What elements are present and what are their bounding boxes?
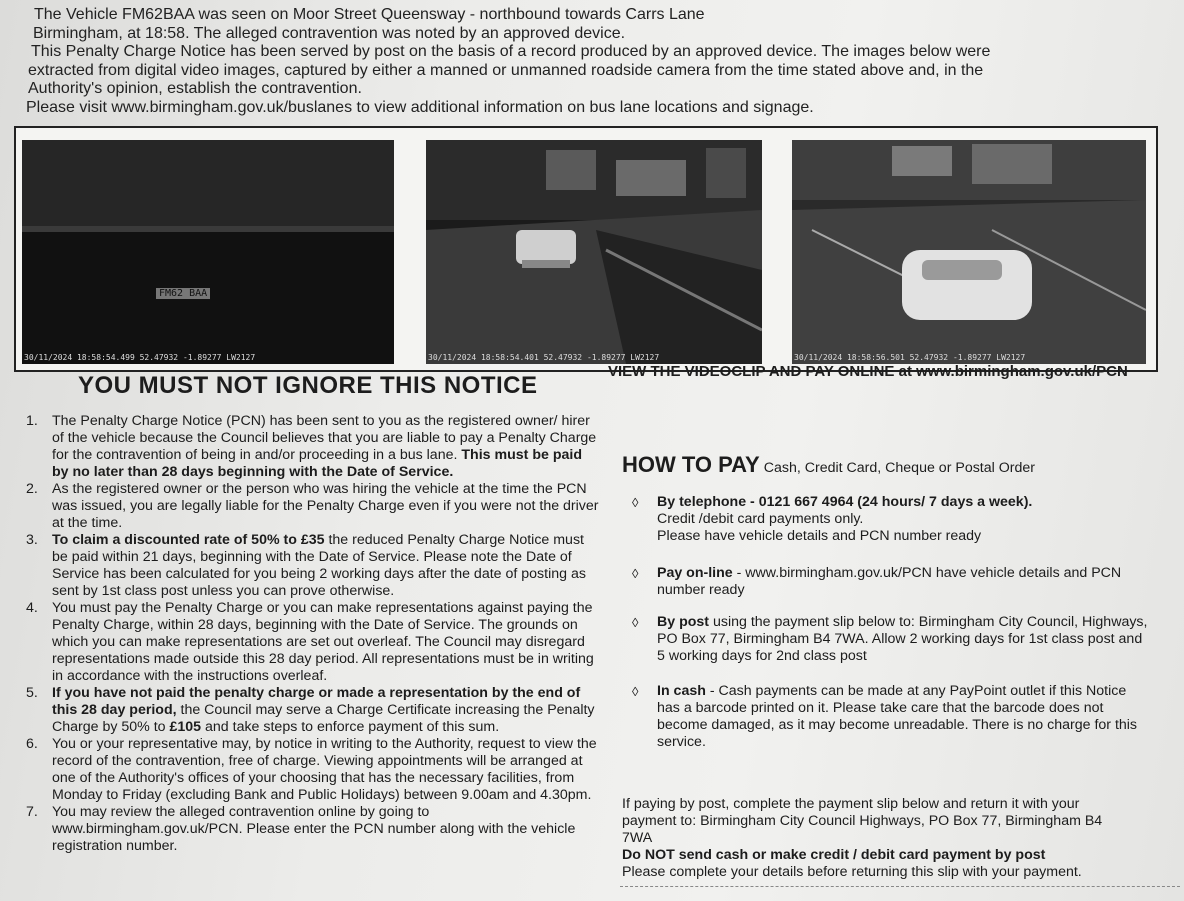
point-text: the reduced Penalty Charge Notice must be paid within 21 days, beginning with the Date of Service. Please note the Date of Service has been calculated for you being 2 working days after the date of posting as sent by 1st class post unless you can prove otherwise. — [52, 532, 586, 599]
intro-line: Birmingham, at 18:58. The alleged contravention was noted by an approved device. — [33, 24, 626, 42]
notice-point — [22, 600, 602, 685]
pay-option-text: - www.birmingham.gov.uk/PCN have vehicle details and PCN number ready — [657, 565, 1122, 598]
notice-point — [22, 532, 602, 600]
pay-option-text: using the payment slip below to: Birmingham City Council, Highways, PO Box 77, Birmingham B4 7WA. Allow 2 working days for 1st class post and 5 working days for 2nd class post — [657, 614, 1148, 664]
diamond-bullet-icon: ◊ — [632, 615, 639, 630]
notice-point — [22, 736, 602, 804]
evidence-photo-road — [792, 140, 1146, 364]
number-plate: FM62 BAA — [156, 288, 210, 299]
payment-methods-subtitle: Cash, Credit Card, Cheque or Postal Order — [763, 460, 1035, 476]
notice-point — [22, 804, 602, 855]
postal-note-text: If paying by post, complete the payment slip below and return it with your payment to: Birmingham City Council Highways, PO Box 77, Birmingham B4 7WA — [622, 796, 1103, 846]
point-number: 5. — [26, 685, 38, 701]
point-text: and take steps to enforce payment of this sum. — [201, 719, 500, 735]
camera-timestamp: 30/11/2024 18:58:54.401 52.47932 -1.89277 LW2127 — [428, 353, 660, 362]
pay-option-text: Credit /debit card payments only. — [657, 511, 864, 527]
point-bold-amount: £105 — [169, 719, 202, 735]
pay-option-text: Please have vehicle details and PCN number ready — [657, 528, 982, 544]
intro-line: extracted from digital video images, captured by either a manned or unmanned roadside camera from the time stated above and, in the — [28, 61, 984, 79]
point-text: You must pay the Penalty Charge or you can make representations against paying the Penalty Charge, within 28 days, beginning with the Date of Service. The grounds on which you can make representations are set out overleaf. The Council may disregard representations made outside this 28 day period. All representations must be in writing in accordance with the instructions overleaf. — [52, 600, 594, 684]
point-bold-text: This must be paid by no later than 28 days beginning with the Date of Service. — [52, 447, 582, 480]
point-number: 3. — [26, 532, 38, 548]
point-text: The Penalty Charge Notice (PCN) has been sent to you as the registered owner/ hirer of the vehicle because the Council believes that you are liable to pay a Penalty Charge for the contravention of being in and/or proceeding in a bus lane. — [52, 413, 597, 463]
point-number: 2. — [26, 481, 38, 497]
pay-by-telephone — [632, 494, 1152, 545]
pay-by-post — [632, 614, 1152, 665]
camera-timestamp: 30/11/2024 18:58:56.501 52.47932 -1.89277 LW2127 — [794, 353, 1026, 362]
evidence-photos — [14, 126, 1158, 372]
pay-option-title: Pay on-line — [657, 565, 733, 581]
intro-line: This Penalty Charge Notice has been served by post on the basis of a record produced by an approved device. The images below were — [31, 43, 991, 60]
diamond-bullet-icon: ◊ — [632, 684, 639, 699]
point-number: 1. — [26, 413, 38, 429]
diamond-bullet-icon: ◊ — [632, 495, 639, 510]
notice-point — [22, 685, 602, 736]
notice-heading: YOU MUST NOT IGNORE THIS NOTICE — [78, 372, 538, 399]
pay-option-text: - Cash payments can be made at any PayPoint outlet if this Notice has a barcode printed on it. Please take care that the barcode does not become damaged, as it may become unreadable. There is no charge for this service. — [657, 683, 1138, 750]
point-text: the Council may serve a Charge Certificate increasing the Penalty Charge by 50% to — [52, 702, 595, 735]
video-link-heading: VIEW THE VIDEOCLIP AND PAY ONLINE at www.birmingham.gov.uk/PCN — [608, 363, 1128, 380]
intro-line: Please visit www.birmingham.gov.uk/buslanes to view additional information on bus lane locations and signage. — [26, 98, 814, 116]
notice-point — [22, 481, 602, 532]
point-number: 4. — [26, 600, 38, 616]
point-text: You may review the alleged contravention online by going to www.birmingham.gov.uk/PCN. Please enter the PCN number along with the vehicle registration number. — [52, 804, 576, 854]
intro-line: The Vehicle FM62BAA was seen on Moor Street Queensway - northbound towards Carrs Lane — [34, 6, 705, 23]
how-to-pay-heading — [622, 452, 1035, 478]
pay-option-title: By telephone - 0121 667 4964 (24 hours/ 7 days a week). — [657, 494, 1033, 510]
postal-payment-note — [622, 796, 1122, 881]
intro-line: Authority's opinion, establish the contravention. — [28, 80, 362, 97]
notice-point — [22, 413, 602, 481]
pay-option-title: By post — [657, 614, 710, 630]
pay-online — [632, 565, 1152, 599]
postal-note-text: Please complete your details before returning this slip with your payment. — [622, 864, 1082, 880]
evidence-photo-plate — [22, 140, 394, 364]
pay-option-title: In cash — [657, 683, 706, 699]
diamond-bullet-icon: ◊ — [632, 566, 639, 581]
camera-timestamp: 30/11/2024 18:58:54.499 52.47932 -1.89277 LW2127 — [24, 353, 256, 362]
point-text: You or your representative may, by notice in writing to the Authority, request to view the record of the contravention, free of charge. Viewing appointments will be arranged at one of the Authority's offices of your choosing that has the necessary facilities, from Monday to Friday (excluding Bank and Public Holidays) between 9.00am and 4.30pm. — [52, 736, 597, 803]
point-text: As the registered owner or the person who was hiring the vehicle at the time the PCN was issued, you are legally liable for the Penalty Charge even if you were not the driver at the time. — [52, 481, 599, 531]
slip-cut-line — [620, 886, 1180, 887]
point-number: 6. — [26, 736, 38, 752]
how-to-pay-title: HOW TO PAY — [622, 452, 760, 477]
point-number: 7. — [26, 804, 38, 820]
pay-in-cash — [632, 683, 1152, 751]
intro-text — [26, 6, 1156, 117]
point-bold-text: If you have not paid the penalty charge or made a representation by the end of this 28 day period, — [52, 685, 581, 718]
notice-points — [22, 413, 602, 855]
postal-note-warning: Do NOT send cash or make credit / debit card payment by post — [622, 847, 1046, 863]
evidence-photo-street — [426, 140, 762, 364]
point-bold-text: To claim a discounted rate of 50% to £35 — [52, 532, 325, 548]
